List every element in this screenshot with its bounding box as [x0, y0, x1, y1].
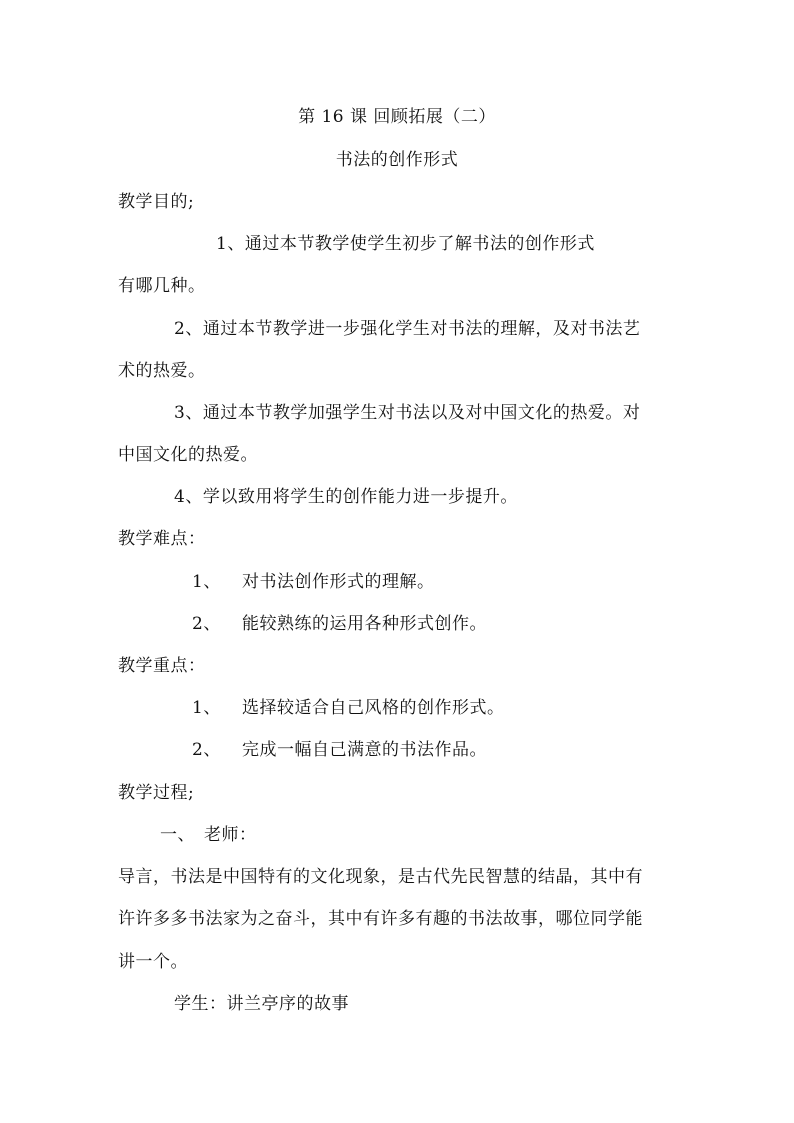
- objective-3-line-2: 中国文化的热爱。: [118, 445, 258, 465]
- key-point-2-text: 完成一幅自己满意的书法作品。: [242, 740, 487, 760]
- difficulty-1-number: 1、: [192, 572, 221, 592]
- difficulty-1: [192, 571, 435, 593]
- key-point-1-text: 选择较适合自己风格的创作形式。: [242, 698, 505, 718]
- intro-line-2: 许许多多书法家为之奋斗，其中有许多有趣的书法故事，哪位同学能: [118, 909, 643, 929]
- intro-line-1: 导言，书法是中国特有的文化现象，是古代先民智慧的结晶，其中有: [118, 867, 643, 887]
- objective-1-line-1: 1、通过本节教学使学生初步了解书法的创作形式: [216, 234, 595, 254]
- difficulty-2: [192, 613, 487, 635]
- student-response: 学生：讲兰亭序的故事: [174, 994, 349, 1014]
- objective-1-line-2: 有哪几种。: [118, 276, 206, 296]
- process-step-1: [160, 824, 257, 846]
- document-title: 第 16 课 回顾拓展（二）: [298, 107, 496, 127]
- difficulties-heading: 教学难点：: [118, 529, 206, 549]
- objective-4: 4、学以致用将学生的创作能力进一步提升。: [174, 487, 518, 507]
- objectives-heading: 教学目的;: [118, 192, 195, 212]
- document-subtitle: 书法的创作形式: [335, 150, 459, 170]
- key-point-2: [192, 739, 487, 761]
- objective-3-line-1: 3、通过本节教学加强学生对书法以及对中国文化的热爱。对: [174, 403, 641, 423]
- objective-2-line-2: 术的热爱。: [118, 361, 206, 381]
- key-points-heading: 教学重点：: [118, 656, 206, 676]
- difficulty-2-number: 2、: [192, 614, 221, 634]
- key-point-1: [192, 697, 505, 719]
- key-point-1-number: 1、: [192, 698, 221, 718]
- difficulty-2-text: 能较熟练的运用各种形式创作。: [242, 614, 487, 634]
- process-step-1-text: 老师：: [204, 825, 257, 845]
- objective-2-line-1: 2、通过本节教学进一步强化学生对书法的理解，及对书法艺: [174, 319, 641, 339]
- intro-line-3: 讲一个。: [118, 952, 188, 972]
- key-point-2-number: 2、: [192, 740, 221, 760]
- process-heading: 教学过程;: [118, 783, 195, 803]
- difficulty-1-text: 对书法创作形式的理解。: [242, 572, 435, 592]
- process-step-1-number: 一、: [160, 825, 195, 845]
